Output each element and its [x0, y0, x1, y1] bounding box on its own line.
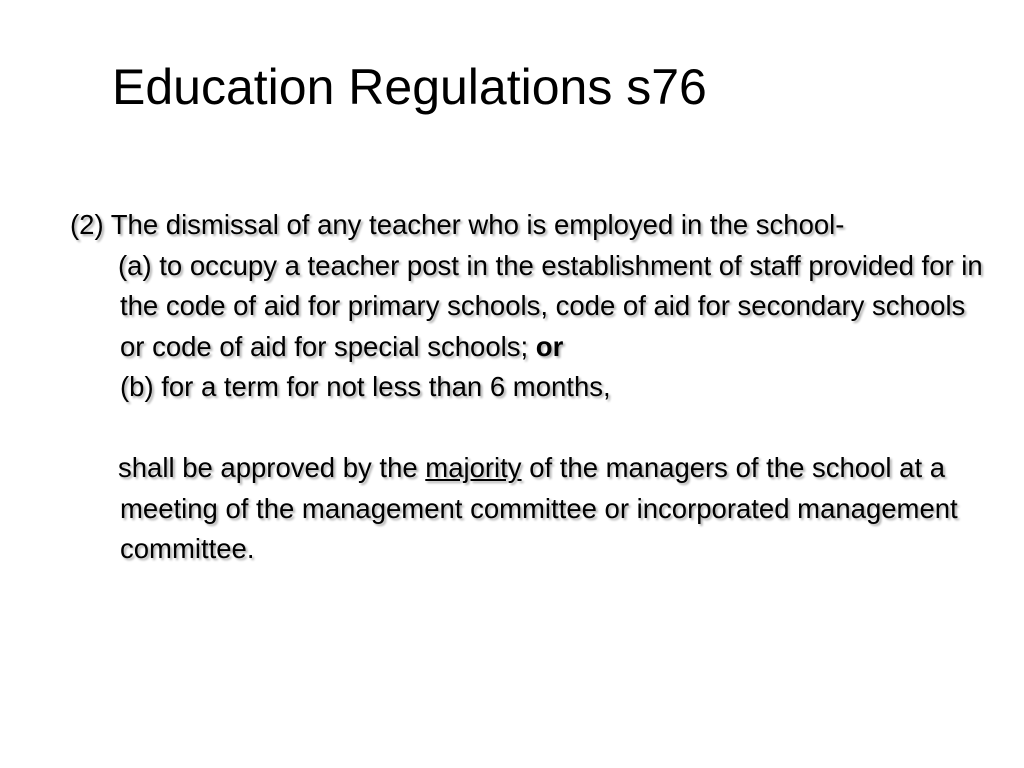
- clause-a-text: (a) to occupy a teacher post in the establishment of staff provided for in the code of aid for primary schools, code of aid for secondary schools or code of aid for special schools;: [118, 249, 983, 362]
- closing-text-before: shall be approved by the: [118, 452, 418, 483]
- closing-clause: [70, 448, 990, 570]
- slide-title: Education Regulations s76: [112, 59, 707, 115]
- clause-a: [70, 246, 990, 368]
- clause-a-connector: or: [535, 330, 564, 362]
- paragraph-2-intro: (2) The dismissal of any teacher who is employed in the school-: [70, 209, 845, 240]
- closing-text-after: of the managers of the school at a meeting of the management committee or incorporated management committee.: [120, 452, 958, 564]
- blank-line: [70, 408, 990, 449]
- closing-emphasis-majority: majority: [425, 452, 522, 483]
- clause-b: (b) for a term for not less than 6 months,: [120, 371, 611, 402]
- slide-body: [70, 205, 990, 570]
